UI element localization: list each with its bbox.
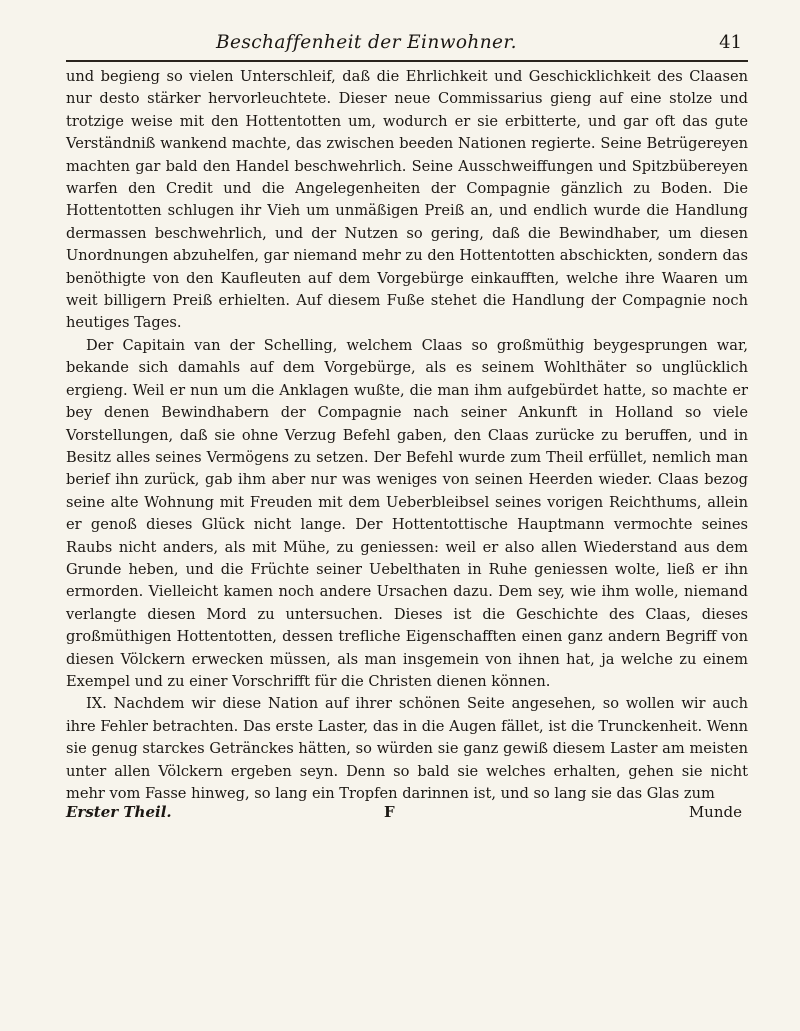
page-footer (66, 803, 748, 827)
signature-mark: F (384, 803, 395, 822)
page-header (66, 30, 748, 62)
body-text (66, 66, 748, 805)
volume-signature: Erster Theil. (66, 803, 172, 822)
paragraph: und begieng so vielen Unterschleif, daß die Ehrlichkeit und Geschicklichkeit des Claasen nur desto stärker hervorleuchtete. Dieser neue Commissarius gieng auf eine stolze und trotzige weise mit den Hottentotten um, wodurch er sie erbitterte, und gar oft das gute Verständniß wankend machte, das zwischen beeden Nationen regierte. Seine Betrügereyen machten gar bald den Handel beschwehrlich. Seine Ausschweiffungen und Spitzbübereyen warfen den Credit und die Angelegenheiten der Compagnie gänzlich zu Boden. Die Hottentotten schlugen ihr Vieh um unmäßigen Preiß an, und endlich wurde die Handlung dermassen beschwehrlich, und der Nutzen so gering, daß die Bewindhaber, um diesen Unordnungen abzuhelfen, gar niemand mehr zu den Hottentotten abschickten, sondern das benöthigte von den Kaufleuten auf dem Vorgebürge einkaufften, welche ihre Waaren um weit billigern Preiß erhielten. Auf diesem Fuße stehet die Handlung der Compagnie noch heutiges Tages. (66, 68, 748, 332)
paragraph: Der Capitain van der Schelling, welchem Claas so großmüthig beygesprungen war, bekande sich damahls auf dem Vorgebürge, als es seinem Wohlthäter so unglücklich ergieng. Weil er nun um die Anklagen wußte, die man ihm aufgebürdet hatte, so machte er bey denen Bewindhabern der Compagnie nach seiner Ankunft in Holland so viele Vorstellungen, daß sie ohne Verzug Befehl gaben, den Claas zurücke zu beruffen, und in Besitz alles seines Vermögens zu setzen. Der Befehl wurde zum Theil erfüllet, nemlich man berief ihn zurück, gab ihm aber nur was weniges von seinen Heerden wieder. Claas bezog seine alte Wohnung mit Freuden mit dem Ueberbleibsel seines vorigen Reichthums, allein er genoß dieses Glück nicht lange. Der Hottentottische Hauptmann vermochte seines Raubs nicht anders, als mit Mühe, zu geniessen: weil er also allen Wiederstand aus dem Grunde heben, und die Früchte seiner Uebelthaten in Ruhe geniessen wolte, ließ er ihn ermorden. Vielleicht kamen noch andere Ursachen dazu. Dem sey, wie ihm wolle, niemand verlangte diesen Mord zu untersuchen. Dieses ist die Geschichte des Claas, dieses großmüthigen Hottentotten, dessen trefliche Eigenschafften einen ganz andern Begriff von diesen Völckern erwecken müssen, als man insgemein von ihnen hat, ja welche zu einem Exempel und zu einer Vorschrifft für die Christen dienen können. (66, 336, 748, 690)
running-title: Beschaffenheit der Einwohner. (216, 32, 517, 53)
page-number: 41 (719, 32, 742, 53)
paragraph: IX. Nachdem wir diese Nation auf ihrer schönen Seite angesehen, so wollen wir auch ihre Fehler betrachten. Das erste Laster, das in die Augen fället, ist die Trunckenheit. Wenn sie genug starckes Getränckes hätten, so würden sie ganz gewiß diesem Laster am meisten unter allen Völckern ergeben seyn. Denn so bald sie welches erhalten, gehen sie nicht mehr vom Fasse hinweg, so lang ein Tropfen darinnen ist, und so lang sie das Glas zum (66, 695, 748, 802)
catchword: Munde (688, 803, 742, 822)
